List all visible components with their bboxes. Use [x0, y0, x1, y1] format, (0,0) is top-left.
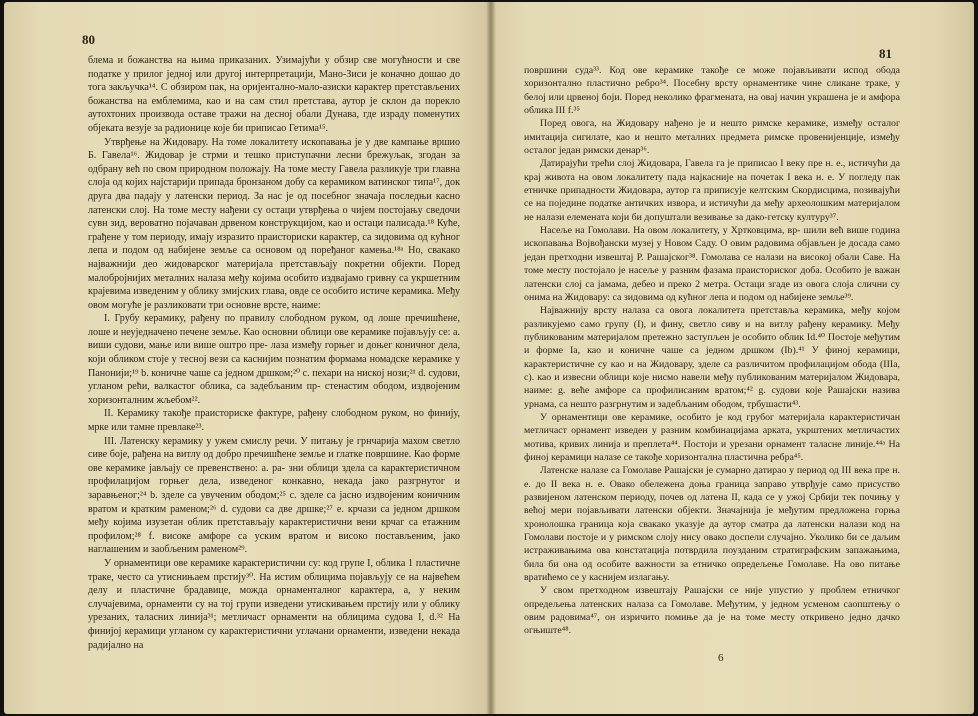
left-paragraph: II. Керамику такође праисториске фактуре, рађену слободном руком, но финију, мрке или тамне превлаке²³.: [88, 408, 460, 434]
left-page: [4, 2, 490, 714]
right-page-text: [524, 64, 900, 638]
right-paragraph: У свом претходном извештају Рашајски се није упустио у проблем етничког опредељења латенских налаза са Гомолаве. Међутим, у једном усменом саопштењу о овим радовима⁴⁷, он изричито помиње да је на томе месту откривено једно дачко огњиште⁴⁸.: [524, 585, 900, 637]
left-paragraph: Утврђење на Жидовару. На томе локалитету ископавања је у две кампање вршио Б. Гавела¹⁶. Жидовар је стрми и тешко приступачни лесни брежуљак, згодан за одбрану већ по свом природном положају. На томе месту Гавела разликује три главна слоја од којих најстарији припада бронзаном добу са керамиком ватинског типа¹⁷, док друга два падају у латенски период. За нас је од посебног значаја последњи касно латенски слој. На томе месту нађени су остаци утврђења о чијем постојању сведочи сувн зид, вероватно појачаван дрвеном конструкцијом, као и остаци палисада.¹⁸ Куће, грађене у том периоду, имају изразито праисториски карактер, са зидовима од кућног лепа и подом од набијене земље са основом од поређаног камења.¹⁸ᵃ Но, свакако најважнији део жидоварског материјала претстављају покретни објекти. Поред малобројнијих металних налаза међу којима особито издвајамо гривну са укршетним крајевима изведеним у облику змијских глава, овде се особито истиче керамика. Међу овом могуће је разликовати три основне врсте, наиме:: [88, 136, 460, 311]
left-paragraph: I. Грубу керамику, рађену по правилу слободном руком, од лоше пречишћене, лоше и неуједначено печене земље. Као основни облици ове керамике појављују се: а. виши судови, мање или више оштро пре- лаза између горњег и доњег коничног дела, који обликом стоје у тесној вези са каснијим познатим формама номадске керамике у Панонији;¹⁹ b. коничне чаше са једном дршком;²⁰ c. пехари на ниској нози;²¹ d. судови, угланом рећи, валкастог облика, са задебљаним пр- стенастим ободом, издвојеним хоризонталним жљебом²².: [88, 313, 460, 406]
book-gutter: [486, 2, 496, 714]
right-paragraph: Насеље на Гомолави. На овом локалитету, у Хртковцима, вр- шили већ више година ископавања Војвођански музеј у Новом Саду. О овим радовима објављен је досада само један претходни извештај Р. Рашајског³⁸. Гомолава се налази на високој обали Саве. На томе месту постојало је насеље у разним фазама праисториског доба. Особито је важан латенски слој са јамама, дебео и преко 2 метра. Остаци згаде из овога слоја слични су онима на Жидовару: са зидовима од кућног лепа и подом од набијене земље³⁹.: [524, 225, 900, 303]
right-paragraph: површини суда³³. Код ове керамике такође се може појављивати испод обода хоризонтално пластично ребро³⁴. Посебну врсту орнаментике чине сликане траке, у белој или црвеној боји. Поред неколико фрагмената, на овај начин украшена је и амфора облика III f.³⁵: [524, 65, 900, 117]
right-paragraph: Латенске налазе са Гомолаве Рашајски је сумарно датирао у период од III века пре н. е. до II века н. е. Овако обележена доња граница заправо утврђује само присуство развијеном латенском периоду, почев од латена II, када се у ужој Србији тек почињу у већој мери појављивати латенски објекти. Значајнија је међутим предложена горња хронолошка граница која свакако указује да аутор сматра да латенски налази код на Гомолави постоје и у римском слоју нису овако доспели случајно. Уколико би се даљим истраживањима ова констатација потврдила поузданим стратиграфским запажањима, била би она од особите важности за етничко опредељење Гомолаве. На ово питање вратићемо се у каснијем излагању.: [524, 465, 900, 584]
right-paragraph: Поред овога, на Жидовару нађено је и нешто римске керамике, између осталог имитација сигилате, као и нешто металних предмета римске провенијенције, између осталог један римски денар³⁶.: [524, 118, 900, 157]
left-page-number: 80: [82, 32, 95, 47]
signature-mark: 6: [718, 652, 724, 664]
left-paragraph: У орнаментици ове керамике карактеристични су: код групе I, облика 1 пластичне траке, често са утиснињаем прстију³⁰. На истим облицима појављују се на највећем делу и пластичне брадавице, можда орнаменталног карактера, а, у неким случајевима, орнаменти су на тој групи изведени утискивањем прстију или у облику урезаних, таласних линија³¹; метличаст орнаменти на облицима судова I, d.³² На финијој керамици угланом су карактеристични углачани орнаменти, изведени некада радијално на: [88, 557, 460, 651]
right-page: [490, 2, 974, 714]
right-page-number: 81: [879, 46, 892, 61]
right-paragraph: Датирајући трећи слој Жидовара, Гавела га је приписао I веку пре н. е., истичући да крај живота на овом локалитету пада најкасније на почетак I века н. е. У погледу пак етничке припадности Жидовара, аутор га приписује келтским Скордисцима, позивајући се на поједине податке античких извора, и истичући да међу археолошким материјалом не налази елемената који би допуштали везивање за дако-гетску културу³⁷.: [524, 158, 900, 223]
left-page-text: [88, 54, 460, 652]
right-paragraph: Најважнију врсту налаза са овога локалитета претставља керамика, међу којом разликујемо само групу (I), и фину, светло сиву и на витлу рађену керамику. Међу публикованим материјалом претежно заступљен је особито облик Id.⁴⁰ Постоје међутим и форме Ia, као и коничне чаше са једном дршком (Ib).⁴¹ У финој керамици, карактеристичне су као и на Жидовару, зделе са различитом профилацијом обода (IIIa, c). као и извесни облици које нисмо навели међу публикованим материјалом Жидовара, наиме: g. веће амфоре са профилисаним вратом;⁴² g. судови које Рашајски назива урнама, са нешто разгрнутим и задебљаним ободом, трбушасти⁴³.: [524, 305, 900, 410]
left-paragraph: блема и божанства на њима приказаних. Узимајући у обзир све могућности и све податке у прилог једној или другој интерпретацији, Мано-Зиси је коначно дошао до тога закључка¹⁴. С обзиром пак, на оријентално-мало-азиски карактер претстављених божанства на емблемима, као и на сам стил претстава, аутор је склон да порекло аутохтоних производа оставе тражи на десној обали Дунава, где израду поменутих објеката везује за радионице које би приписао Гетима¹⁵.: [88, 55, 460, 134]
book-spread: [4, 2, 974, 714]
left-paragraph: III. Латенску керамику у ужем смислу речи. У питању је грнчарија махом светло сиве боје, рађена на витлу од добро пречишћене земље и глатке површине. Као форме ове керамике јављају се превенствено: а. ра- зни облици здела са карактеристичном профилацијом горњег дела, изведеног конкавно, некада јако разгрнутог и заравњеног;²⁴ b. зделе са увученим ободом;²⁵ c. зделе са јасно издвојеним коничним вратом и кратким раменом;²⁶ d. судови са две дршке;²⁷ e. крчази са једном дршком међу којима изузетан облик претстављају карактеристични вени крчаг са етажним профилом;²⁸ f. високе амфоре са уским вратом и високо постављеним, јако наглашеним и заобљеним раменом²⁹.: [88, 435, 460, 556]
right-paragraph: У орнаментици ове керамике, особито је код грубог материјала карактеристичан метличаст орнамент изведен у разним комбинацијама арката, укрштених метличастих мотива, кривих линија и преплета⁴⁴. Постоји и урезани орнамент таласне линије.⁴⁴ᵃ На финој керамици налазе се такође хоризонтална пластична ребра⁴⁵.: [524, 411, 900, 463]
